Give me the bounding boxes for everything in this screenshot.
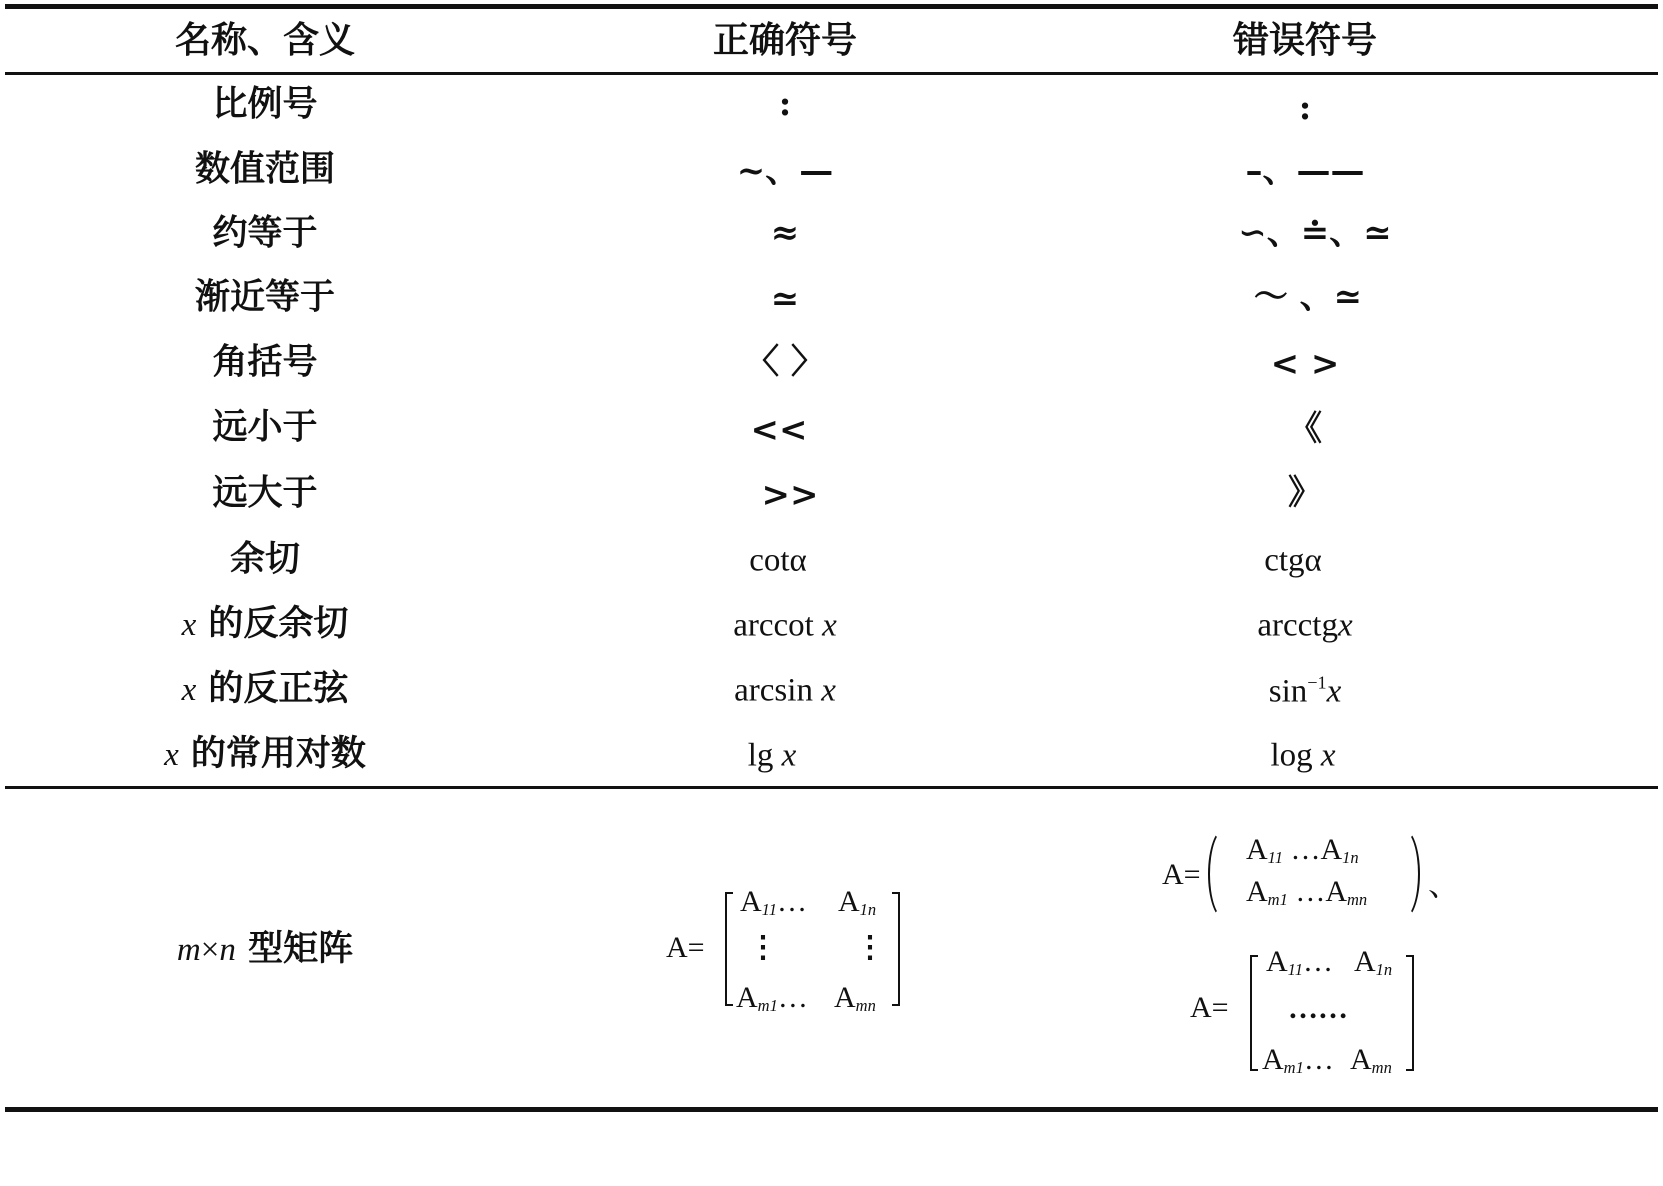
element-a11: $A_{11}\dots$ bbox=[740, 885, 807, 920]
row-wrong: 》 bbox=[1288, 473, 1322, 513]
element-a1n: $A_{1n}$ bbox=[838, 885, 877, 920]
variable-n: n bbox=[219, 932, 236, 968]
element-am1: $A_{m1}\dots$ bbox=[736, 981, 808, 1016]
variable-x: x bbox=[773, 737, 797, 774]
vdots-left: ⋮ bbox=[748, 931, 778, 964]
right-bracket bbox=[1406, 955, 1414, 1071]
element-row1: $A_{11}$ $\dots A_{1n}$ bbox=[1246, 833, 1359, 868]
func-text: lg bbox=[747, 737, 774, 774]
mid-rule bbox=[5, 786, 1658, 789]
variable-x: x bbox=[181, 672, 197, 708]
left-paren bbox=[1208, 828, 1242, 920]
row-correct: 〈 〉 bbox=[745, 342, 825, 382]
func-text: sin bbox=[1268, 673, 1308, 710]
row-wrong bbox=[1257, 607, 1353, 644]
variable-x: x bbox=[164, 737, 179, 773]
header-correct: 正确符号 bbox=[712, 19, 858, 61]
func-text: log bbox=[1270, 737, 1313, 774]
row-name: 比例号 bbox=[212, 83, 318, 125]
top-rule bbox=[5, 4, 1658, 9]
row-name bbox=[181, 603, 349, 644]
row-wrong: ctgα bbox=[1264, 542, 1322, 579]
row-wrong bbox=[1269, 674, 1341, 709]
header-name: 名称、含义 bbox=[174, 19, 356, 61]
dots-middle: …… bbox=[1288, 992, 1348, 1025]
row-correct: << bbox=[750, 410, 808, 450]
func-text: arccot bbox=[733, 607, 814, 644]
variable-x: x bbox=[1326, 673, 1342, 710]
element-am1: $A_{m1}\dots$ bbox=[1262, 1043, 1334, 1078]
row-correct bbox=[734, 672, 836, 709]
left-bracket bbox=[725, 892, 733, 1006]
matrix-lhs: A= bbox=[666, 931, 705, 964]
row-wrong: : bbox=[1298, 88, 1312, 128]
left-bracket bbox=[1250, 955, 1258, 1071]
row-name-text: 的反正弦 bbox=[196, 668, 349, 709]
row-wrong: ∽、≐、≃ bbox=[1238, 213, 1392, 253]
variable-x: x bbox=[181, 607, 197, 643]
row-correct: ~、— bbox=[736, 151, 834, 191]
row-wrong: –、—— bbox=[1245, 151, 1365, 191]
variable-m: m bbox=[176, 932, 201, 968]
func-text: arcsin bbox=[734, 672, 813, 709]
element-a11: $A_{11}\dots$ bbox=[1266, 945, 1333, 980]
row-name-text: 的常用对数 bbox=[178, 733, 366, 774]
row-correct: : bbox=[778, 84, 792, 124]
bottom-rule bbox=[5, 1107, 1658, 1112]
row-name-text: 型矩阵 bbox=[235, 928, 354, 969]
row-name bbox=[164, 733, 366, 774]
element-amn: $A_{mn}$ bbox=[1350, 1043, 1392, 1078]
row-name bbox=[181, 668, 349, 709]
variable-x: x bbox=[1312, 737, 1336, 774]
element-amn: $A_{mn}$ bbox=[834, 981, 876, 1016]
row-wrong: 《 bbox=[1288, 409, 1322, 449]
row-name-text: 的反余切 bbox=[196, 603, 349, 644]
variable-x: x bbox=[813, 607, 837, 644]
row-name: 远大于 bbox=[212, 472, 318, 514]
matrix-row-name bbox=[176, 928, 354, 969]
row-correct bbox=[747, 737, 797, 774]
variable-x: x bbox=[1337, 607, 1353, 644]
row-name: 约等于 bbox=[212, 212, 318, 254]
matrix-lhs: A= bbox=[1162, 858, 1201, 891]
row-name: 角括号 bbox=[212, 341, 318, 383]
row-wrong: < > bbox=[1270, 344, 1340, 384]
vdots-right: ⋮ bbox=[855, 931, 885, 964]
matrix-separator: 、 bbox=[1428, 866, 1461, 902]
row-wrong: ～ 、≃ bbox=[1253, 277, 1363, 317]
row-correct: >> bbox=[761, 475, 819, 515]
element-row2: $A_{m1}$ $\dots A_{mn}$ bbox=[1246, 875, 1368, 910]
row-correct: ≃ bbox=[770, 279, 800, 319]
right-bracket bbox=[892, 892, 900, 1006]
row-correct bbox=[733, 607, 837, 644]
matrix-lhs: A= bbox=[1190, 991, 1229, 1024]
row-wrong bbox=[1270, 737, 1336, 774]
times-sign: × bbox=[200, 932, 220, 968]
superscript: −1 bbox=[1307, 672, 1327, 693]
row-correct: cotα bbox=[749, 542, 807, 579]
row-name: 数值范围 bbox=[194, 148, 336, 190]
row-name: 渐近等于 bbox=[194, 276, 336, 318]
row-name: 余切 bbox=[229, 538, 301, 580]
header-wrong: 错误符号 bbox=[1232, 19, 1378, 61]
variable-x: x bbox=[812, 672, 836, 709]
header-rule bbox=[5, 72, 1658, 75]
row-correct: ≈ bbox=[770, 213, 800, 253]
row-name: 远小于 bbox=[212, 406, 318, 448]
right-paren bbox=[1386, 828, 1420, 920]
func-text: arcctg bbox=[1257, 607, 1338, 644]
element-a1n: $A_{1n}$ bbox=[1354, 945, 1393, 980]
